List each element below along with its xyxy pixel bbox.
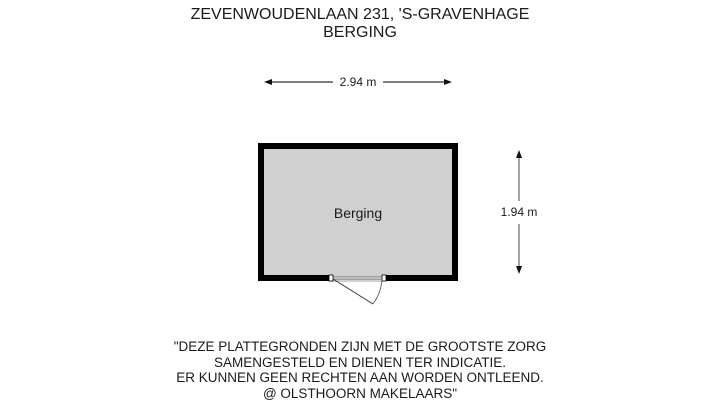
arrow-up-icon xyxy=(516,150,522,158)
disclaimer-line: SAMENGESTELD EN DIENEN TER INDICATIE. xyxy=(213,354,507,370)
height-dimension-label: 1.94 m xyxy=(494,204,544,220)
width-dimension-label: 2.94 m xyxy=(333,74,383,90)
door-swing xyxy=(333,279,382,304)
disclaimer-line: @ OLSTHOORN MAKELAARS" xyxy=(262,385,458,401)
room-berging xyxy=(258,143,458,304)
disclaimer xyxy=(0,339,720,401)
disclaimer-line: "DEZE PLATTEGRONDEN ZIJN MET DE GROOTSTE ZORG xyxy=(173,339,547,354)
arrow-left-icon xyxy=(264,79,272,85)
plan-floor-title: BERGING xyxy=(323,24,397,41)
disclaimer-line: ER KUNNEN GEEN RECHTEN AAN WORDEN ONTLEEND. xyxy=(176,370,544,385)
arrow-down-icon xyxy=(516,266,522,274)
arrow-right-icon xyxy=(444,79,452,85)
room-label: Berging xyxy=(333,205,383,221)
plan-address-title: ZEVENWOUDENLAAN 231, 'S-GRAVENHAGE xyxy=(190,6,530,23)
